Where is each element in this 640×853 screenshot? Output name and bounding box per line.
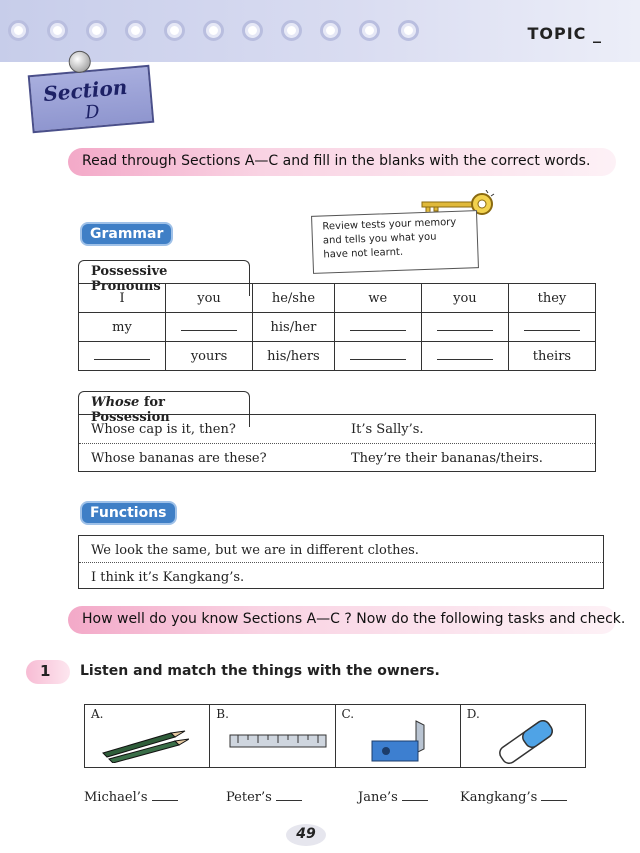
possessive-pronouns-title: Possessive Pronouns bbox=[78, 260, 250, 296]
item-label: A. bbox=[91, 707, 104, 721]
whose-box bbox=[78, 414, 596, 472]
functions-line: I think it’s Kangkang’s. bbox=[91, 570, 245, 585]
ring-icon bbox=[242, 20, 263, 41]
whose-question: Whose cap is it, then? bbox=[91, 422, 236, 437]
owner-item bbox=[358, 790, 428, 805]
answer-blank[interactable] bbox=[152, 800, 178, 801]
pencils-icon bbox=[101, 719, 189, 763]
functions-row bbox=[79, 536, 603, 562]
blank-cell[interactable] bbox=[421, 313, 508, 342]
blank-cell[interactable] bbox=[334, 313, 421, 342]
whose-row bbox=[79, 415, 595, 443]
instruction-bar bbox=[68, 606, 626, 634]
whose-title-italic: Whose bbox=[91, 395, 140, 410]
ruler-icon bbox=[228, 727, 328, 757]
table-cell: they bbox=[508, 284, 595, 313]
table-cell: you bbox=[166, 284, 253, 313]
blank-cell[interactable] bbox=[508, 313, 595, 342]
ring-icon bbox=[398, 20, 419, 41]
table-row bbox=[79, 284, 596, 313]
owner-item bbox=[84, 790, 178, 805]
blank-cell[interactable] bbox=[166, 313, 253, 342]
header-band bbox=[0, 0, 640, 62]
binder-rings bbox=[8, 20, 419, 41]
answer-blank[interactable] bbox=[541, 800, 567, 801]
owner-item bbox=[226, 790, 302, 805]
table-cell: my bbox=[79, 313, 166, 342]
ring-icon bbox=[203, 20, 224, 41]
match-cell-c[interactable] bbox=[336, 705, 461, 767]
table-cell: we bbox=[334, 284, 421, 313]
grammar-tag: Grammar bbox=[82, 224, 171, 244]
functions-box bbox=[78, 535, 604, 589]
possessive-pronouns-table bbox=[78, 283, 596, 371]
blank-cell[interactable] bbox=[79, 342, 166, 371]
table-row bbox=[79, 313, 596, 342]
page-number: 49 bbox=[286, 824, 326, 846]
answer-blank[interactable] bbox=[437, 350, 493, 360]
ring-icon bbox=[8, 20, 29, 41]
ring-icon bbox=[86, 20, 107, 41]
whose-title-rest: for Possession bbox=[91, 395, 170, 425]
whose-answer: It’s Sally’s. bbox=[351, 422, 424, 437]
match-cell-b[interactable] bbox=[210, 705, 335, 767]
table-cell: he/she bbox=[253, 284, 335, 313]
table-cell: his/her bbox=[253, 313, 335, 342]
ring-icon bbox=[281, 20, 302, 41]
functions-row bbox=[79, 562, 603, 588]
ring-icon bbox=[164, 20, 185, 41]
answer-blank[interactable] bbox=[402, 800, 428, 801]
eraser-icon bbox=[491, 719, 561, 765]
owner-name: Jane’s bbox=[358, 790, 398, 805]
ring-icon bbox=[47, 20, 68, 41]
task-instruction: Listen and match the things with the owners. bbox=[80, 663, 440, 679]
note-line: Review tests your memory bbox=[322, 216, 457, 233]
item-label: C. bbox=[341, 707, 355, 721]
whose-answer: They’re their bananas/theirs. bbox=[351, 451, 543, 466]
task-number: 1 bbox=[26, 660, 70, 684]
answer-blank[interactable] bbox=[524, 321, 580, 331]
table-cell: I bbox=[79, 284, 166, 313]
section-letter: D bbox=[84, 101, 101, 124]
answer-blank[interactable] bbox=[350, 350, 406, 360]
ring-icon bbox=[359, 20, 380, 41]
instruction-text: How well do you know Sections A—C ? Now do the following tasks and check. bbox=[82, 611, 626, 627]
table-cell: his/hers bbox=[253, 342, 335, 371]
table-cell: theirs bbox=[508, 342, 595, 371]
note-line: and tells you what you bbox=[322, 231, 437, 247]
answer-blank[interactable] bbox=[94, 350, 150, 360]
ring-icon bbox=[125, 20, 146, 41]
section-tag bbox=[28, 65, 155, 133]
ring-icon bbox=[320, 20, 341, 41]
owner-name: Michael’s bbox=[84, 790, 148, 805]
item-label: B. bbox=[216, 707, 229, 721]
owner-name: Kangkang’s bbox=[460, 790, 538, 805]
pencil-sharpener-icon bbox=[364, 719, 434, 765]
match-table bbox=[84, 704, 586, 768]
blank-cell[interactable] bbox=[421, 342, 508, 371]
item-label: D. bbox=[466, 707, 480, 721]
section-word: Section bbox=[42, 74, 129, 107]
answer-blank[interactable] bbox=[276, 800, 302, 801]
answer-blank[interactable] bbox=[350, 321, 406, 331]
match-cell-d[interactable] bbox=[461, 705, 585, 767]
owner-item bbox=[460, 790, 567, 805]
match-cell-a[interactable] bbox=[85, 705, 210, 767]
owner-name: Peter’s bbox=[226, 790, 272, 805]
answer-blank[interactable] bbox=[181, 321, 237, 331]
functions-tag: Functions bbox=[82, 503, 175, 523]
table-row bbox=[79, 342, 596, 371]
table-cell: yours bbox=[166, 342, 253, 371]
whose-question: Whose bananas are these? bbox=[91, 451, 267, 466]
instruction-bar bbox=[68, 148, 616, 176]
review-note bbox=[311, 210, 479, 274]
functions-line: We look the same, but we are in different clothes. bbox=[91, 543, 419, 558]
note-line: have not learnt. bbox=[323, 246, 404, 261]
whose-row bbox=[79, 443, 595, 471]
instruction-text: Read through Sections A—C and fill in the blanks with the correct words. bbox=[82, 153, 591, 169]
answer-blank[interactable] bbox=[437, 321, 493, 331]
blank-cell[interactable] bbox=[334, 342, 421, 371]
table-cell: you bbox=[421, 284, 508, 313]
topic-label: TOPIC _ bbox=[527, 24, 602, 43]
